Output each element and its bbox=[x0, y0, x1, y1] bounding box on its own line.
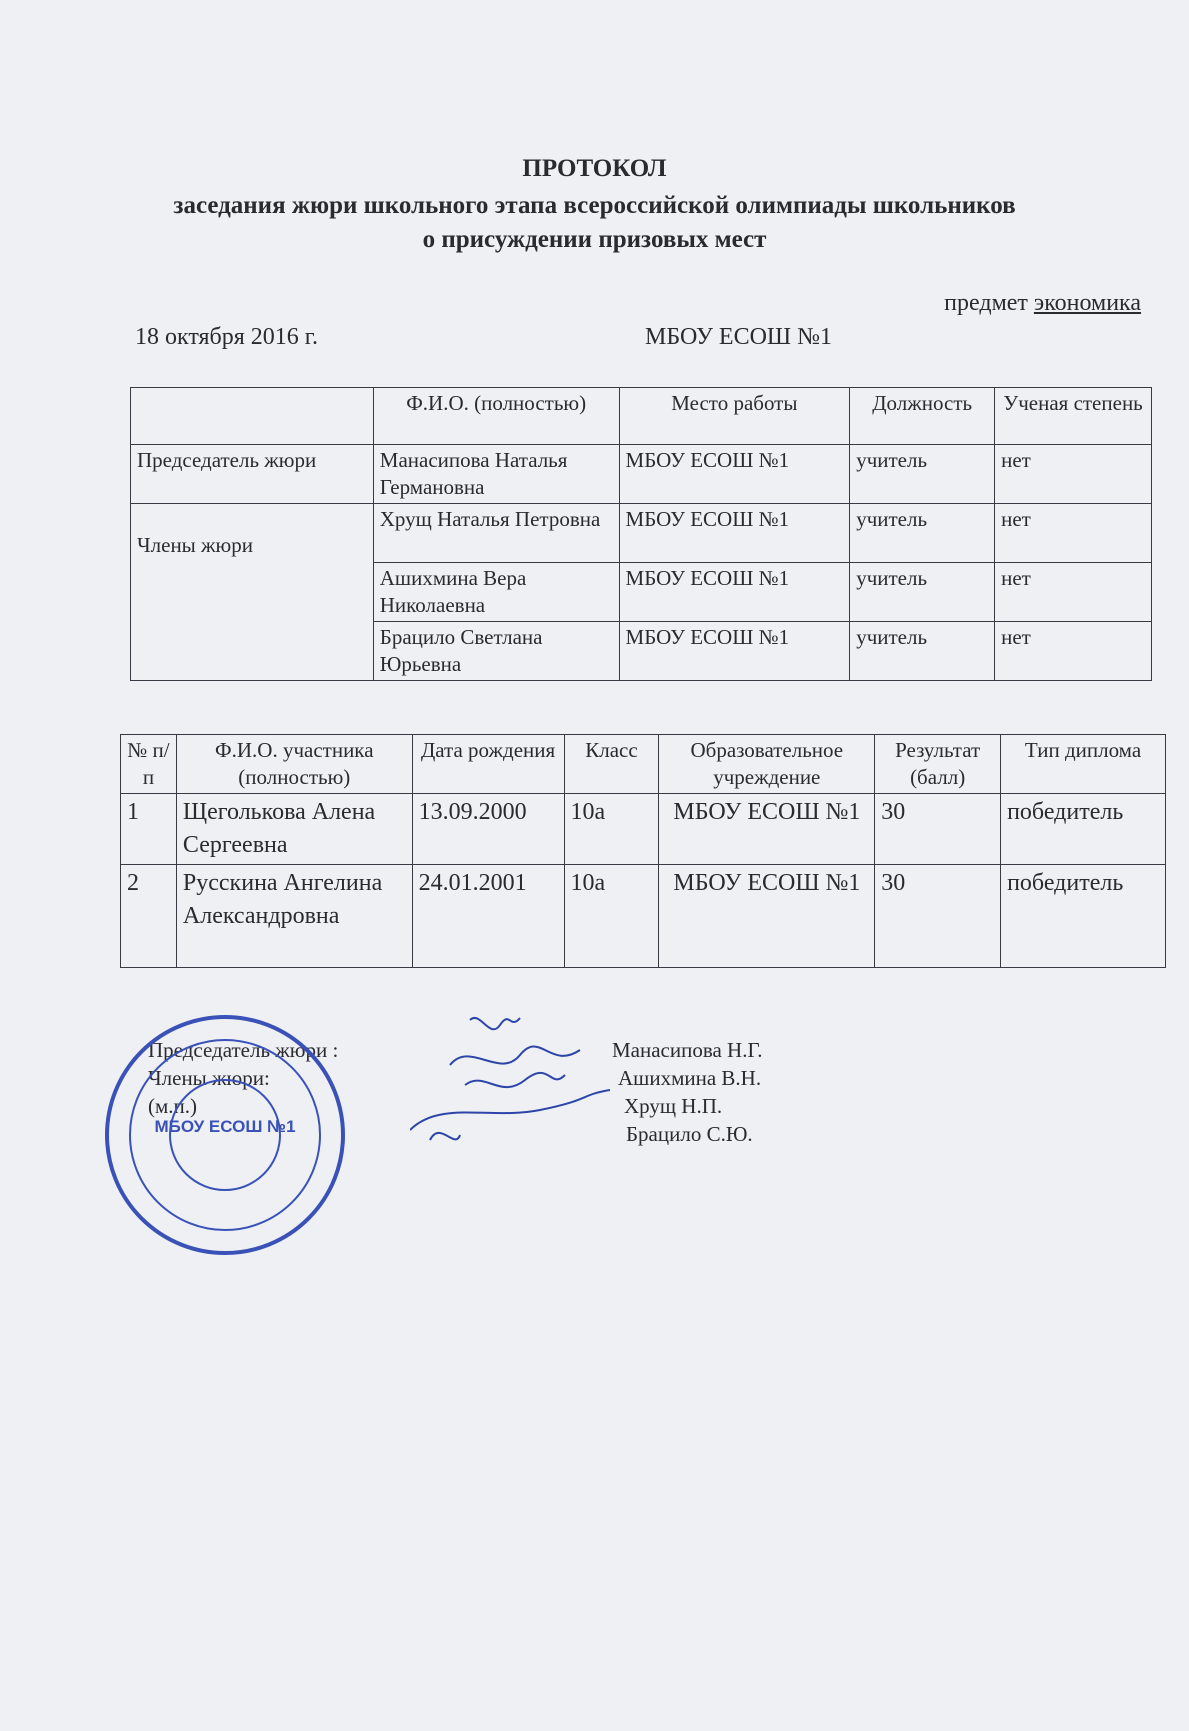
participants-table bbox=[120, 734, 1166, 968]
signature-names bbox=[612, 1036, 763, 1148]
document-subtitle-2: о присуждении призовых мест bbox=[422, 226, 767, 253]
jury-row bbox=[131, 445, 1152, 504]
jury-role-chairman: Председатель жюри bbox=[131, 445, 374, 504]
handwritten-signatures bbox=[410, 1010, 610, 1160]
participant-class: 10а bbox=[564, 794, 659, 865]
participants-header-cell: Тип диплома bbox=[1001, 735, 1166, 794]
chairman-signature-label: Председатель жюри : bbox=[148, 1038, 339, 1062]
jury-position: учитель bbox=[850, 445, 995, 504]
jury-name: Брацило Светлана Юрьевна bbox=[373, 622, 619, 681]
participant-number: 1 bbox=[121, 794, 177, 865]
jury-work: МБОУ ЕСОШ №1 bbox=[619, 445, 850, 504]
jury-work: МБОУ ЕСОШ №1 bbox=[619, 563, 850, 622]
signature-name: Ашихмина В.Н. bbox=[618, 1066, 762, 1090]
signature-name: Брацило С.Ю. bbox=[626, 1122, 753, 1146]
participant-row bbox=[121, 794, 1166, 865]
signature-name: Хрущ Н.П. bbox=[624, 1094, 723, 1118]
participant-school: МБОУ ЕСОШ №1 bbox=[659, 865, 875, 968]
jury-name: Манасипова Наталья Германовна bbox=[373, 445, 619, 504]
participants-header-cell: Результат (балл) bbox=[875, 735, 1001, 794]
jury-role-members: Члены жюри bbox=[131, 504, 374, 681]
jury-name: Хрущ Наталья Петровна bbox=[373, 504, 619, 563]
document-title: ПРОТОКОЛ bbox=[522, 155, 667, 182]
jury-header-cell: Место работы bbox=[619, 388, 850, 445]
subject-line bbox=[944, 290, 1141, 317]
participant-birth: 24.01.2001 bbox=[412, 865, 564, 968]
stamp-center-text: МБОУ ЕСОШ №1 bbox=[154, 1117, 296, 1136]
participants-header-cell: Образовательное учреждение bbox=[659, 735, 875, 794]
jury-position: учитель bbox=[850, 622, 995, 681]
signature-name: Манасипова Н.Г. bbox=[612, 1038, 763, 1062]
subject-value: экономика bbox=[1033, 290, 1141, 316]
participant-school: МБОУ ЕСОШ №1 bbox=[659, 794, 875, 865]
jury-table bbox=[130, 387, 1152, 681]
jury-work: МБОУ ЕСОШ №1 bbox=[619, 622, 850, 681]
participant-name: Щеголькова Алена Сергеевна bbox=[176, 794, 412, 865]
participant-class: 10а bbox=[564, 865, 659, 968]
jury-degree: нет bbox=[995, 504, 1152, 563]
participants-header-cell: Ф.И.О. участника (полностью) bbox=[176, 735, 412, 794]
participants-header-cell: Класс bbox=[564, 735, 659, 794]
jury-header-cell: Должность bbox=[850, 388, 995, 445]
participant-diploma: победитель bbox=[1001, 794, 1166, 865]
jury-position: учитель bbox=[850, 563, 995, 622]
jury-degree: нет bbox=[995, 622, 1152, 681]
seal-label: (м.п.) bbox=[148, 1094, 198, 1118]
participant-score: 30 bbox=[875, 865, 1001, 968]
subject-label: предмет bbox=[944, 290, 1028, 316]
participants-header-cell: Дата рождения bbox=[412, 735, 564, 794]
participants-header-row bbox=[121, 735, 1166, 794]
participant-birth: 13.09.2000 bbox=[412, 794, 564, 865]
participant-score: 30 bbox=[875, 794, 1001, 865]
document-subtitle-1: заседания жюри школьного этапа всероссийской олимпиады школьников bbox=[173, 192, 1016, 219]
jury-name: Ашихмина Вера Николаевна bbox=[373, 563, 619, 622]
jury-header-cell: Ф.И.О. (полностью) bbox=[373, 388, 619, 445]
jury-degree: нет bbox=[995, 563, 1152, 622]
participants-header-cell: № п/п bbox=[121, 735, 177, 794]
jury-position: учитель bbox=[850, 504, 995, 563]
meeting-date: 18 октября 2016 г. bbox=[135, 324, 318, 350]
participant-number: 2 bbox=[121, 865, 177, 968]
participant-diploma: победитель bbox=[1001, 865, 1166, 968]
jury-work: МБОУ ЕСОШ №1 bbox=[619, 504, 850, 563]
jury-row bbox=[131, 504, 1152, 563]
participant-row bbox=[121, 865, 1166, 968]
jury-header-cell bbox=[131, 388, 374, 445]
participant-name: Русскина Ангелина Александровна bbox=[176, 865, 412, 968]
jury-header-cell: Ученая степень bbox=[995, 388, 1152, 445]
school-name: МБОУ ЕСОШ №1 bbox=[645, 324, 833, 350]
official-seal-stamp bbox=[100, 1010, 350, 1260]
members-signature-label: Члены жюри: bbox=[148, 1066, 270, 1090]
jury-header-row bbox=[131, 388, 1152, 445]
jury-degree: нет bbox=[995, 445, 1152, 504]
